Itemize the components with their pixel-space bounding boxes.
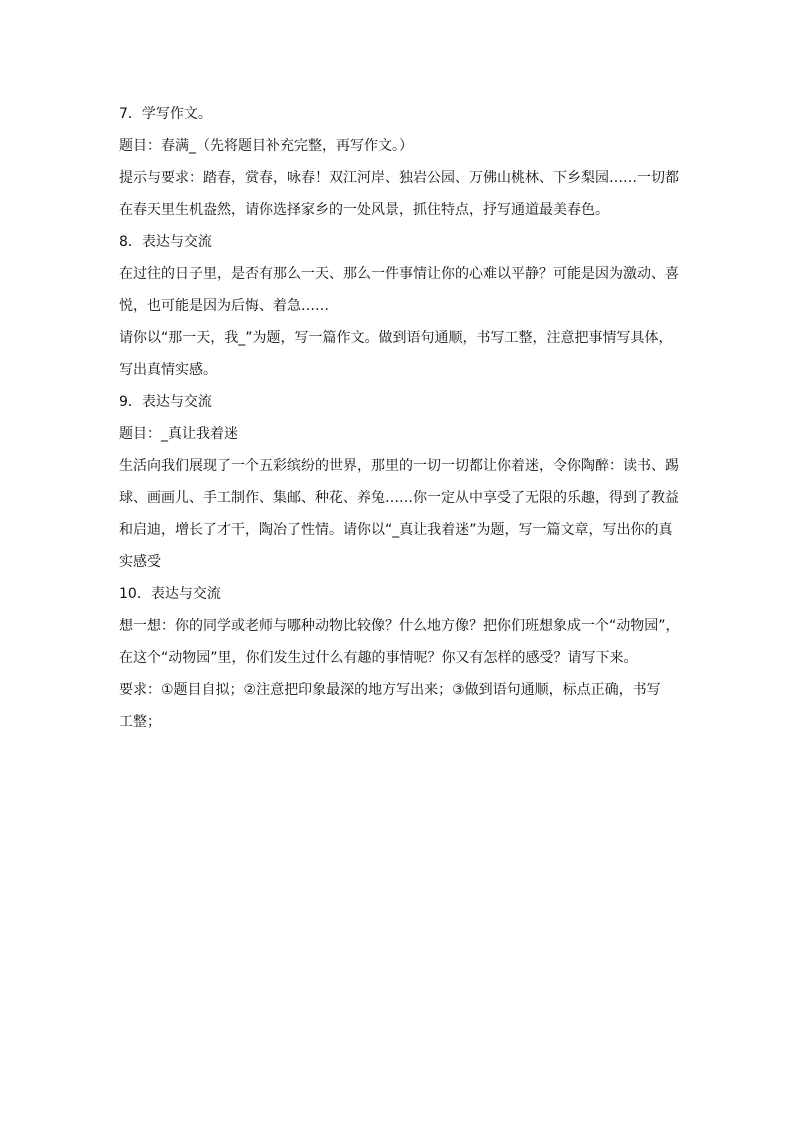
question-10-requirements-line-1: 要求：①题目自拟；②注意把印象最深的地方写出来；③做到语句通顺，标点正确，书写	[119, 682, 661, 698]
question-9-text-line-2: 球、画画儿、手工制作、集邮、种花、养兔……你一定从中享受了无限的乐趣，得到了教益	[119, 490, 679, 506]
question-7-title-line: 题目：春满_（先将题目补充完整，再写作文。）	[119, 138, 413, 154]
question-8-text-line-4: 写出真情实感。	[119, 362, 217, 378]
question-10-text-line-2: 在这个“动物园”里，你们发生过什么有趣的事情呢？你又有怎样的感受？请写下来。	[119, 650, 638, 666]
question-8-text-line-1: 在过往的日子里，是否有那么一天、那么一件事情让你的心难以平静？可能是因为激动、喜	[119, 266, 679, 282]
question-7-prompt-line-1: 提示与要求：踏春，赏春，咏春！双江河岸、独岩公园、万佛山桃林、下乡梨园……一切都	[119, 170, 679, 186]
question-8-heading: 8．表达与交流	[119, 234, 212, 250]
question-9-text-line-1: 生活向我们展现了一个五彩缤纷的世界，那里的一切一切都让你着迷，令你陶醉：读书、踢	[119, 458, 679, 474]
document-content	[119, 98, 679, 738]
question-9-title-line: 题目：_真让我着迷	[119, 426, 238, 442]
question-8-text-line-3: 请你以“那一天，我_”为题，写一篇作文。做到语句通顺，书写工整，注意把事情写具体，	[119, 330, 673, 346]
question-7-heading: 7．学写作文。	[119, 106, 212, 122]
question-10-requirements-line-2: 工整；	[119, 714, 161, 730]
question-9-heading: 9．表达与交流	[119, 394, 212, 410]
question-9-text-line-3: 和启迪，增长了才干，陶冶了性情。请你以“_真让我着迷”为题，写一篇文章，写出你的真	[119, 522, 673, 538]
question-8-text-line-2: 悦，也可能是因为后悔、着急……	[119, 298, 329, 314]
question-7-prompt-line-2: 在春天里生机盎然，请你选择家乡的一处风景，抓住特点，抒写通道最美春色。	[119, 202, 609, 218]
question-10-text-line-1: 想一想：你的同学或老师与哪种动物比较像？什么地方像？把你们班想象成一个“动物园”，	[119, 618, 680, 634]
question-10-heading: 10．表达与交流	[119, 586, 221, 602]
question-9-text-line-4: 实感受	[119, 554, 161, 570]
